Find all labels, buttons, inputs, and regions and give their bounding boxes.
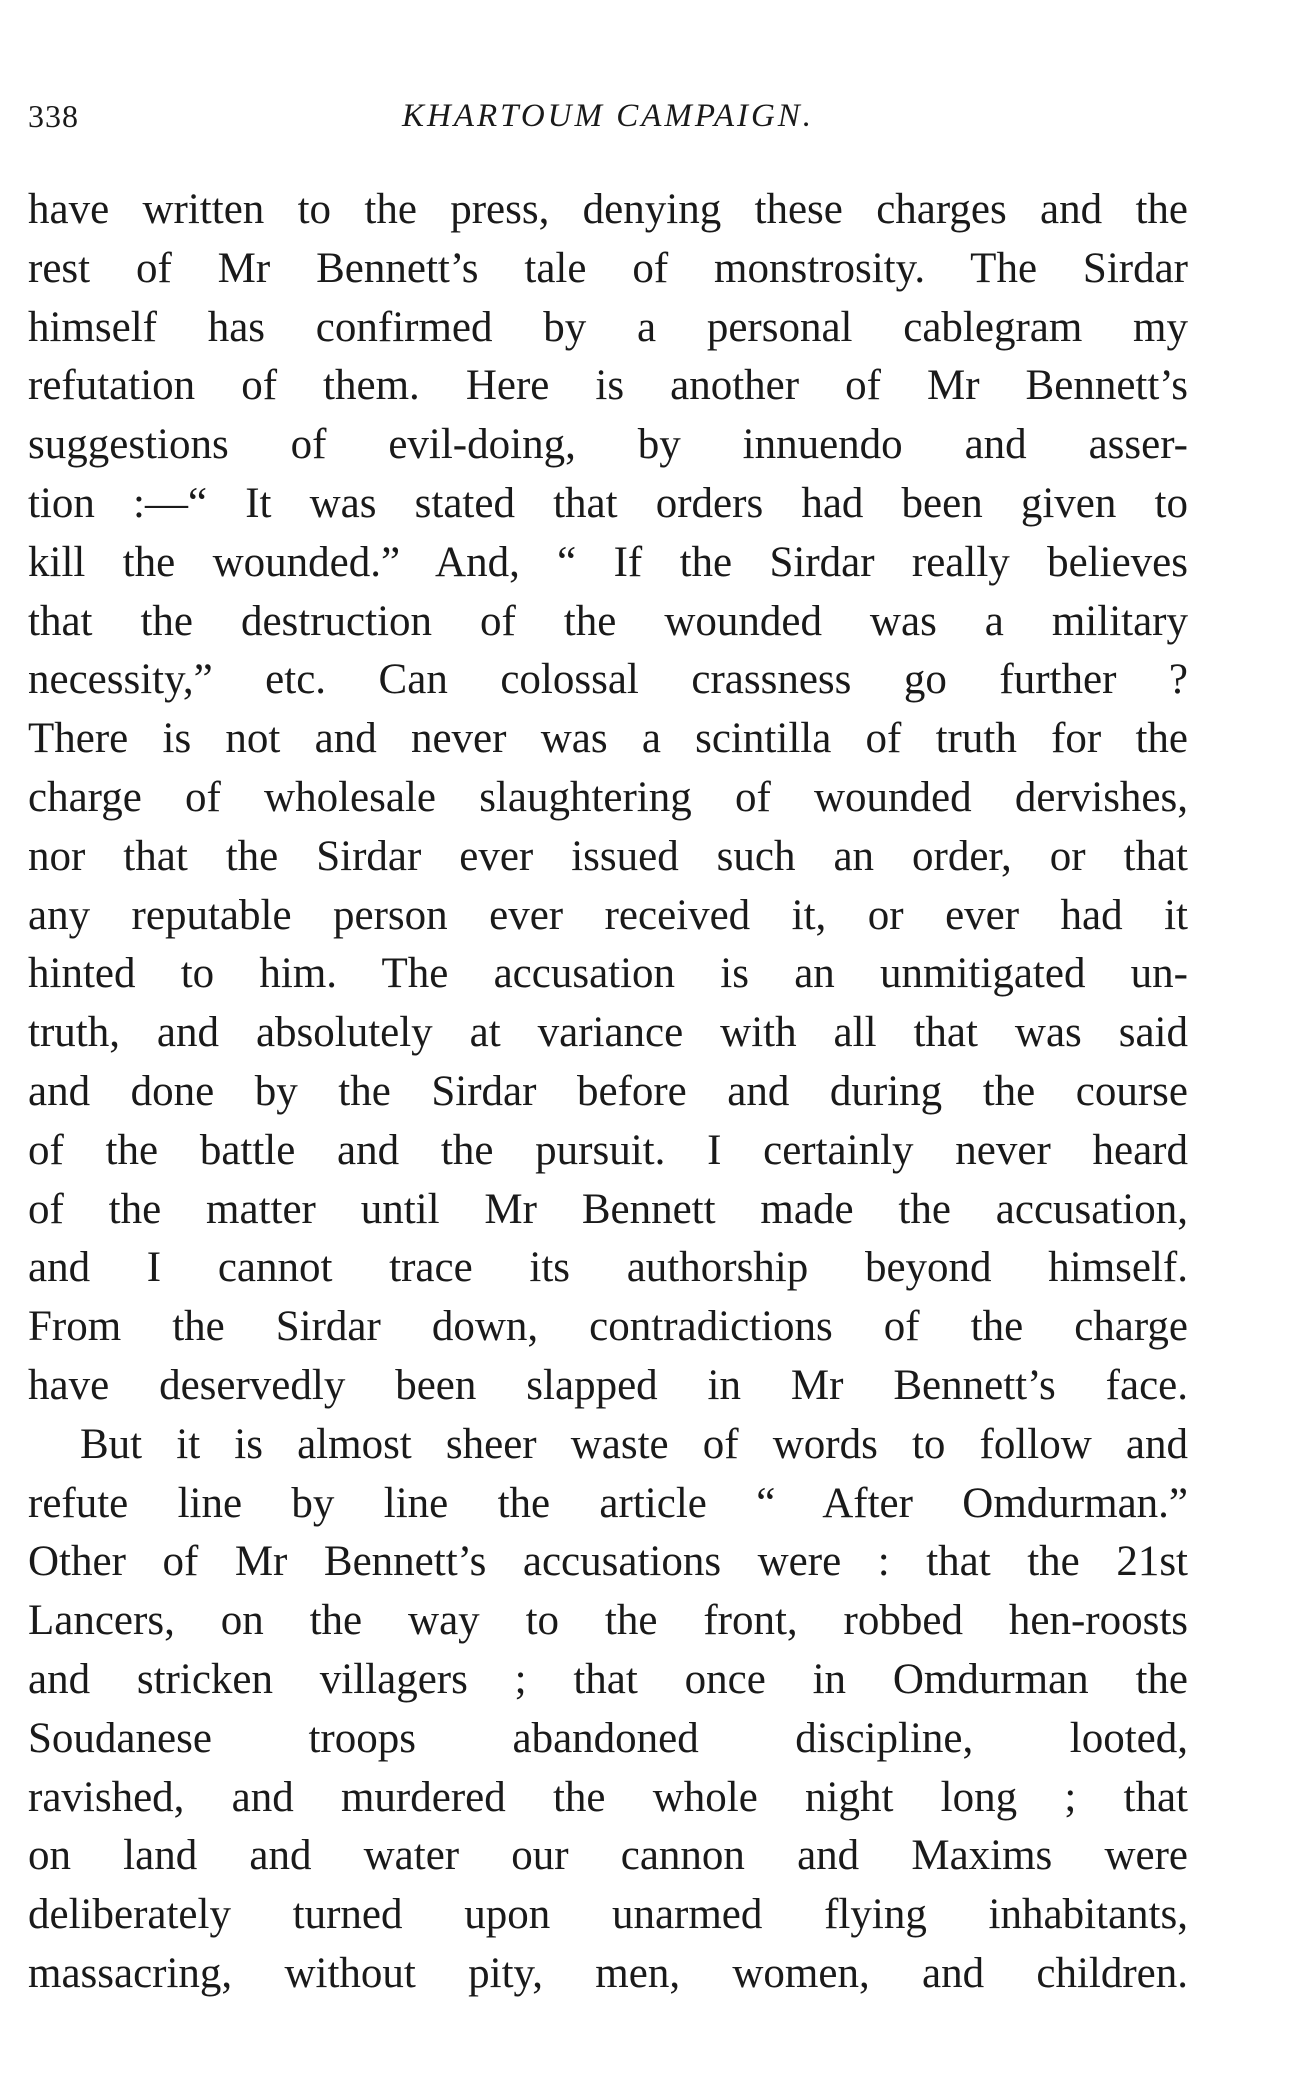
paragraph-first-line: But it is almost sheer waste of words to follow and [80,1420,1188,1468]
text-line: necessity,” etc. Can colossal crassness go further ? [28,656,1188,704]
text-line: refute line by line the article “ After Omdurman.” [28,1479,1188,1527]
page-number: 338 [28,98,79,134]
text-line: From the Sirdar down, contradictions of the charge [28,1303,1188,1351]
text-line: massacring, without pity, men, women, and children. [28,1949,1188,1997]
text-line: himself has confirmed by a personal cablegram my [28,303,1188,351]
text-line: Other of Mr Bennett’s accusations were : that the 21st [28,1538,1188,1586]
text-line: have deservedly been slapped in Mr Bennett’s face. [28,1361,1188,1409]
text-line: charge of wholesale slaughtering of wounded dervishes, [28,773,1188,821]
text-line: truth, and absolutely at variance with all that was said [28,1009,1188,1057]
text-line: rest of Mr Bennett’s tale of monstrosity. The Sirdar [28,244,1188,292]
text-line: and I cannot trace its authorship beyond himself. [28,1244,1188,1292]
text-line: hinted to him. The accusation is an unmitigated un- [28,950,1188,998]
text-line: and stricken villagers ; that once in Omdurman the [28,1655,1188,1703]
text-line: kill the wounded.” And, “ If the Sirdar really believes [28,538,1188,586]
body-text [28,181,1188,2004]
text-line: have written to the press, denying these charges and the [28,186,1188,233]
text-line: There is not and never was a scintilla of truth for the [28,715,1188,763]
text-line: of the matter until Mr Bennett made the accusation, [28,1185,1188,1233]
text-line: of the battle and the pursuit. I certainly never heard [28,1126,1188,1174]
text-line: refutation of them. Here is another of Mr Bennett’s [28,362,1188,410]
text-line: ravished, and murdered the whole night long ; that [28,1773,1188,1821]
running-head: KHARTOUM CAMPAIGN. [401,98,815,134]
text-line: that the destruction of the wounded was a military [28,597,1188,645]
page-header [28,98,1188,138]
text-line: Soudanese troops abandoned discipline, looted, [28,1714,1188,1762]
text-line: suggestions of evil-doing, by innuendo and asser- [28,421,1188,469]
text-line: Lancers, on the way to the front, robbed hen-roosts [28,1597,1188,1645]
text-line: any reputable person ever received it, or ever had it [28,891,1188,939]
text-line: on land and water our cannon and Maxims were [28,1832,1188,1880]
text-line: nor that the Sirdar ever issued such an order, or that [28,832,1188,880]
text-line: deliberately turned upon unarmed flying inhabitants, [28,1891,1188,1939]
text-line: tion :—“ It was stated that orders had been given to [28,479,1188,527]
text-line: and done by the Sirdar before and during the course [28,1067,1188,1115]
